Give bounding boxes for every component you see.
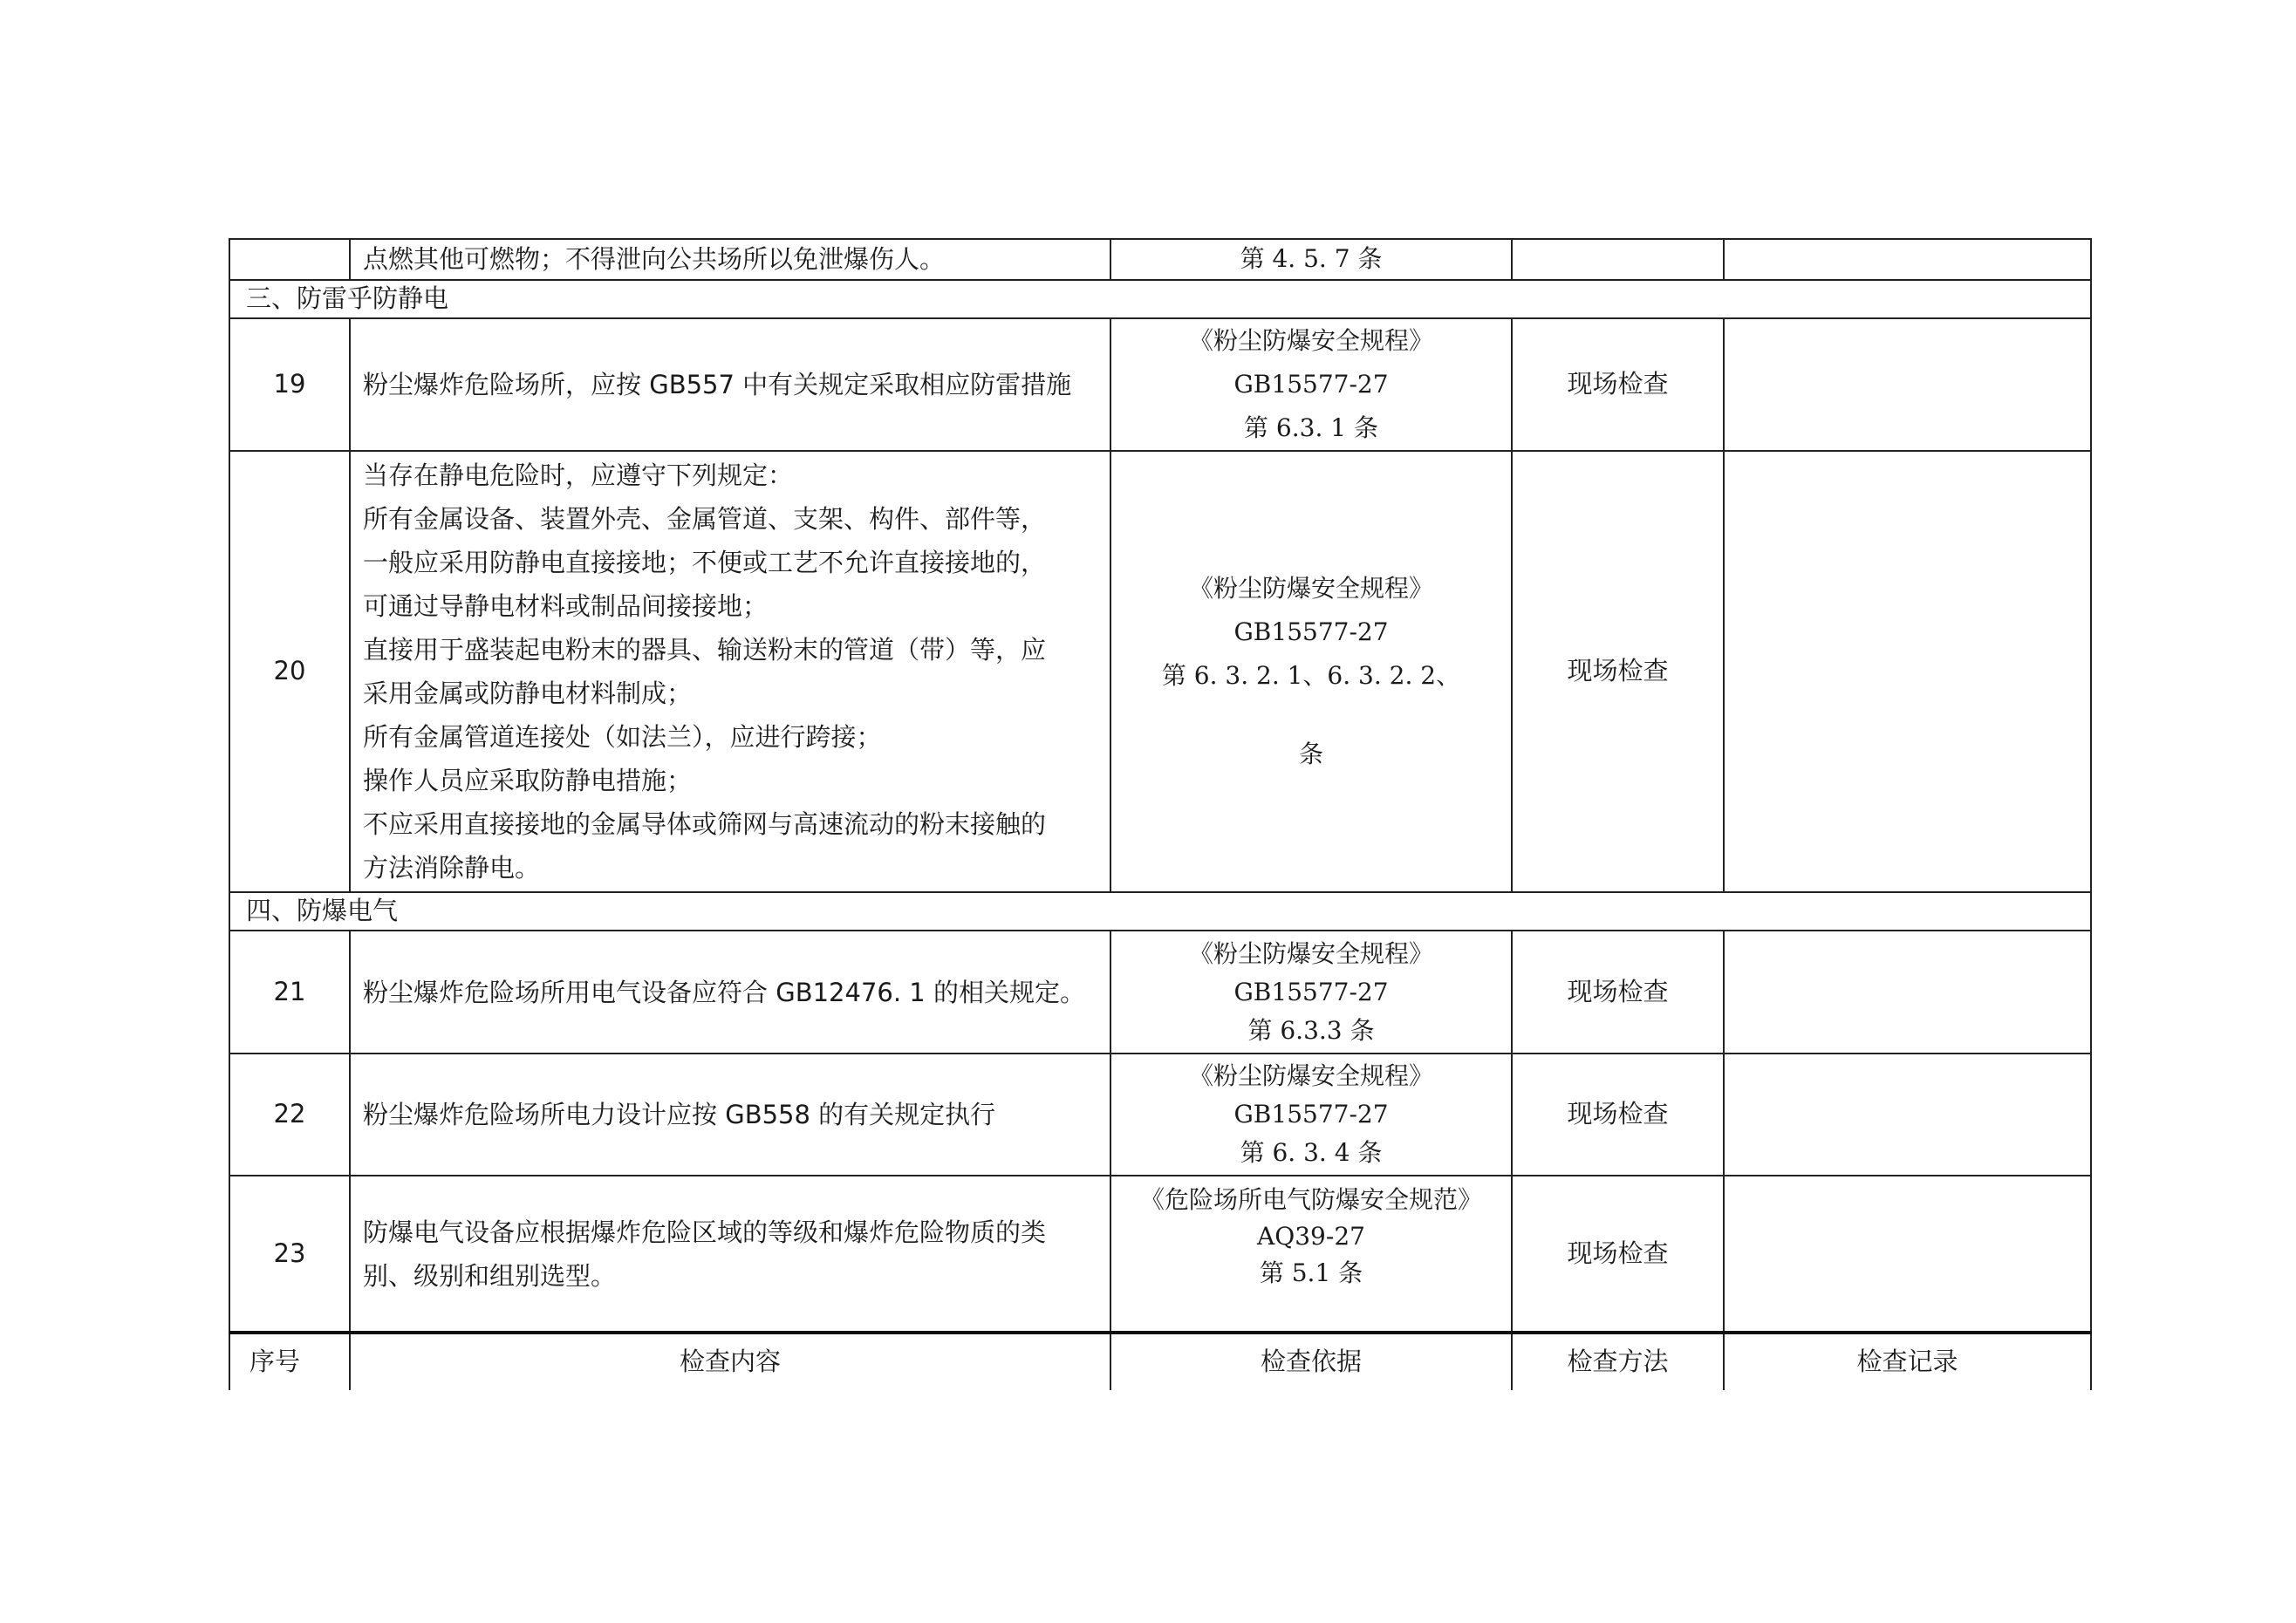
- cell-num: [229, 239, 350, 280]
- row-content: [350, 451, 1110, 892]
- row-basis: [1110, 451, 1512, 892]
- basis-line: 第 6. 3. 2. 1、6. 3. 2. 2、: [1161, 661, 1461, 690]
- header-content: 检查内容: [350, 1333, 1110, 1390]
- section-row-lightning: [229, 280, 2091, 318]
- row-number: 21: [229, 931, 350, 1054]
- row-number: 23: [229, 1176, 350, 1333]
- basis-spacer: [1111, 698, 1511, 733]
- content-line: 防爆电气设备应根据爆炸危险区域的等级和爆炸危险物质的类: [363, 1217, 1047, 1247]
- table-row: [229, 1054, 2091, 1176]
- section-row-electrical: [229, 892, 2091, 931]
- content-line: 直接用于盛装起电粉末的器具、输送粉末的管道（带）等，应: [363, 635, 1047, 665]
- content-line: 可通过导静电材料或制品间接接地；: [363, 591, 769, 621]
- content-line: 方法消除静电。: [363, 853, 541, 883]
- row-method: 现场检查: [1512, 1176, 1724, 1333]
- basis-line: 《粉尘防爆安全规程》: [1188, 938, 1433, 968]
- content-line: 粉尘爆炸危险场所用电气设备应符合 GB12476. 1 的相关规定。: [363, 977, 1085, 1007]
- cell-basis: 第 4. 5. 7 条: [1110, 239, 1512, 280]
- content-line: 粉尘爆炸危险场所电力设计应按 GB558 的有关规定执行: [363, 1100, 996, 1129]
- basis-line: GB15577-27: [1233, 977, 1389, 1006]
- row-basis: [1110, 1176, 1512, 1333]
- row-method: 现场检查: [1512, 451, 1724, 892]
- content-line: 所有金属设备、装置外壳、金属管道、支架、构件、部件等，: [363, 504, 1047, 534]
- cell-method: [1512, 239, 1724, 280]
- row-record: [1724, 1054, 2091, 1176]
- table-row: [229, 931, 2091, 1054]
- row-number: 19: [229, 318, 350, 451]
- row-basis: [1110, 931, 1512, 1054]
- basis-line: GB15577-27: [1233, 617, 1389, 646]
- basis-line: 《危险场所电气防爆安全规范》: [1139, 1184, 1482, 1214]
- content-line: 当存在静电危险时，应遵守下列规定：: [363, 460, 794, 490]
- row-basis: [1110, 1054, 1512, 1176]
- row-record: [1724, 931, 2091, 1054]
- row-method: 现场检查: [1512, 1054, 1724, 1176]
- row-content: [350, 318, 1110, 451]
- basis-line: 《粉尘防爆安全规程》: [1188, 574, 1433, 603]
- basis-line: 《粉尘防爆安全规程》: [1188, 326, 1433, 355]
- basis-line: 第 5.1 条: [1259, 1258, 1363, 1287]
- cell-record: [1724, 239, 2091, 280]
- basis-line: 第 6.3. 1 条: [1244, 413, 1378, 442]
- table-row: [229, 1176, 2091, 1333]
- content-line: 操作人员应采取防静电措施；: [363, 766, 693, 795]
- section-title-lightning: 三、防雷乎防静电: [229, 280, 2091, 318]
- row-record: [1724, 318, 2091, 451]
- basis-line: 条: [1298, 740, 1323, 768]
- section-title-electrical: 四、防爆电气: [229, 892, 2091, 931]
- content-line: 所有金属管道连接处（如法兰），应进行跨接；: [363, 722, 882, 752]
- header-num: 序号: [229, 1333, 350, 1390]
- basis-line: GB15577-27: [1233, 370, 1389, 399]
- row-content: [350, 1054, 1110, 1176]
- table-row-continuation: [229, 239, 2091, 280]
- basis-line: 《粉尘防爆安全规程》: [1188, 1061, 1433, 1090]
- content-line: 不应采用直接接地的金属导体或筛网与高速流动的粉末接触的: [363, 809, 1047, 839]
- row-number: 20: [229, 451, 350, 892]
- row-content: [350, 1176, 1110, 1333]
- basis-line: AQ39-27: [1257, 1221, 1365, 1251]
- header-record: 检查记录: [1724, 1333, 2091, 1390]
- content-line: 采用金属或防静电材料制成；: [363, 679, 693, 708]
- row-record: [1724, 1176, 2091, 1333]
- content-line: 别、级别和组别选型。: [363, 1260, 617, 1291]
- content-line: 一般应采用防静电直接接地；不便或工艺不允许直接接地的，: [363, 548, 1047, 577]
- basis-line: 第 6. 3. 4 条: [1240, 1138, 1383, 1167]
- table-header-row: [229, 1333, 2091, 1390]
- basis-spacer: [1111, 1292, 1511, 1326]
- row-content: [350, 931, 1110, 1054]
- basis-line: 第 6.3.3 条: [1247, 1015, 1375, 1045]
- row-number: 22: [229, 1054, 350, 1176]
- basis-line: GB15577-27: [1233, 1100, 1389, 1129]
- content-line: 粉尘爆炸危险场所，应按 GB557 中有关规定采取相应防雷措施: [363, 370, 1072, 399]
- header-method: 检查方法: [1512, 1333, 1724, 1390]
- header-basis: 检查依据: [1110, 1333, 1512, 1390]
- row-record: [1724, 451, 2091, 892]
- table-row: [229, 451, 2091, 892]
- table-row: [229, 318, 2091, 451]
- row-method: 现场检查: [1512, 931, 1724, 1054]
- row-basis: [1110, 318, 1512, 451]
- cell-content: 点燃其他可燃物；不得泄向公共场所以免泄爆伤人。: [350, 239, 1110, 280]
- row-method: 现场检查: [1512, 318, 1724, 451]
- inspection-table: [229, 238, 2092, 1390]
